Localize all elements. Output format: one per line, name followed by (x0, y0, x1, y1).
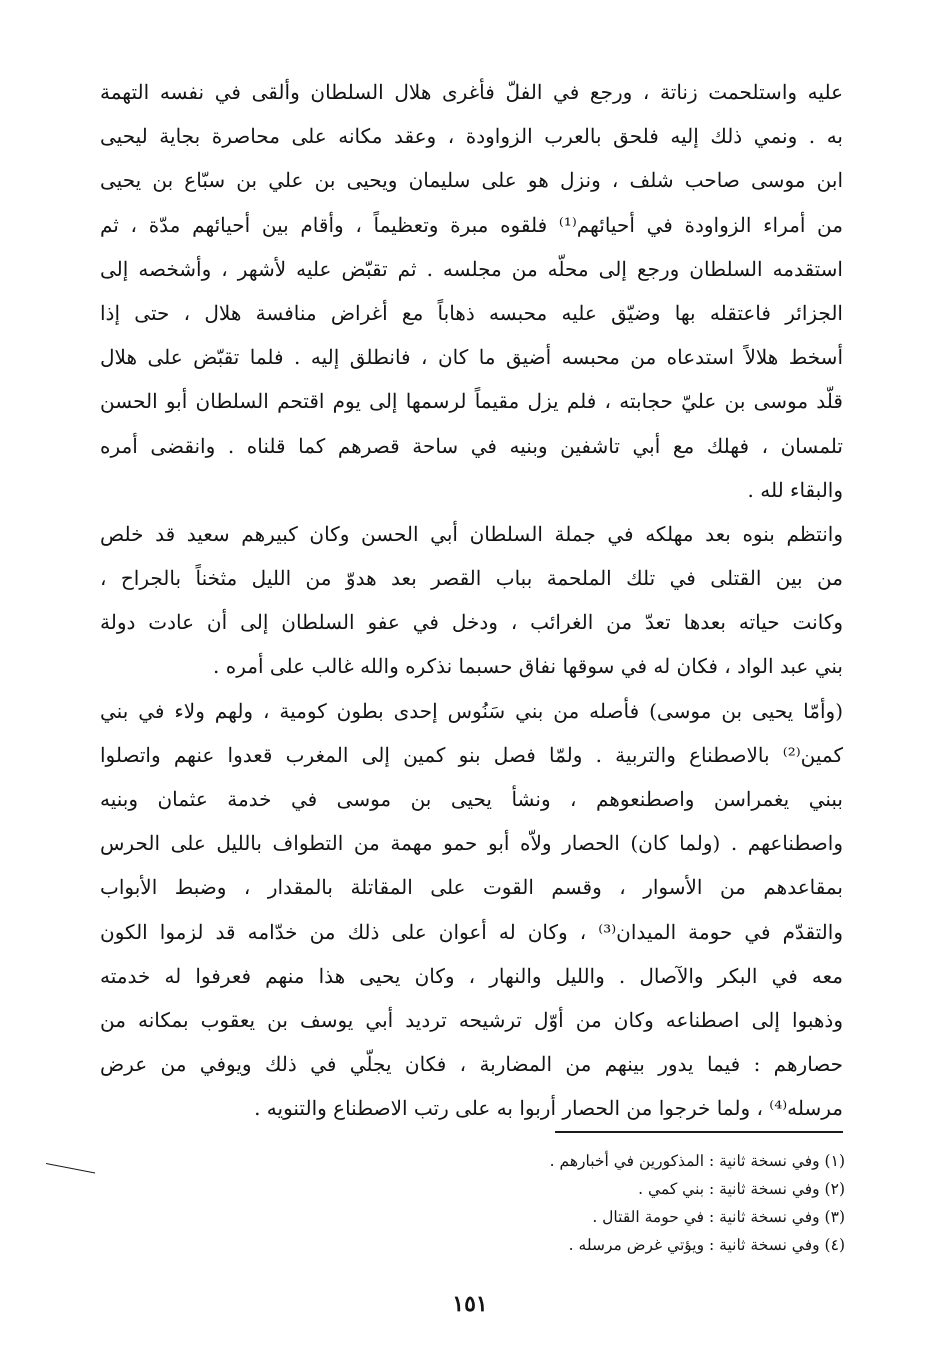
text-line: واصطناعهم . (ولما كان) الحصار ولاّه أبو حمو مهمة من التطواف بالليل على الحرس (100, 831, 843, 856)
text-line: استقدمه السلطان ورجع إلى محلّه من مجلسه . ثم تقبّض عليه لأشهر ، وأشخصه إلى (100, 256, 843, 281)
text-line: به . ونمي ذلك إليه فلحق بالعرب الزواودة ، وعقد مكانه على محاصرة بجاية ليحيى (100, 124, 843, 149)
body-text (100, 70, 843, 1131)
footnotes (300, 1147, 845, 1259)
text-line: (وأمّا يحيى بن موسى) فأصله من بني سَنُوس إحدى بطون كومية ، ولهم ولاء في بني (100, 698, 843, 723)
text-line: من أمراء الزواودة في أحيائهم⁽¹⁾ فلقوه مبرة وتعظيماً ، وأقام بين أحيائهم مدّة ، ثم (100, 212, 843, 237)
text-line: ابن موسى صاحب شلف ، ونزل هو على سليمان ويحيى بن علي بن سبّاع بن يحيى (100, 168, 843, 193)
text-line: تلمسان ، فهلك مع أبي تاشفين وبنيه في ساحة قصرهم كما قلناه . وانقضى أمره (100, 433, 843, 458)
text-line: وكانت حياته بعدها تعدّ من الغرائب ، ودخل في عفو السلطان إلى أن عادت دولة (100, 610, 843, 635)
text-line: معه في البكر والآصال . والليل والنهار ، وكان يحيى هذا منهم فعرفوا له خدمته (100, 963, 843, 988)
text-line: من بين القتلى في تلك الملحمة بباب القصر بعد هدوّ من الليل مثخناً بالجراح ، (100, 566, 843, 591)
footnote: (٤) وفي نسخة ثانية : ويؤتي غرض مرسله . (568, 1236, 845, 1254)
text-line: أسخط هلالاً استدعاه من محبسه أضيق ما كان ، فانطلق إليه . فلما تقبّض على هلال (100, 345, 843, 370)
text-line: بمقاعدهم من الأسوار ، وقسم القوت على المقاتلة بالمقدار ، وضبط الأبواب (100, 875, 843, 900)
text-line: والبقاء لله . (747, 477, 843, 502)
text-line: بني عبد الواد ، فكان له في سوقها نفاق حسبما نذكره والله غالب على أمره . (213, 654, 843, 679)
text-line: عليه واستلحمت زناتة ، ورجع في الفلّ فأغرى هلال السلطان وألقى في نفسه التهمة (100, 80, 843, 104)
text-line: وذهبوا إلى اصطناعه وكان من أوّل ترشيحه ترديد أبي يوسف بن يعقوب بمكانه من (100, 1007, 843, 1032)
margin-mark (46, 1163, 95, 1174)
text-line: مرسله⁽⁴⁾ ، ولما خرجوا من الحصار أربوا به على رتب الاصطناع والتنويه . (254, 1096, 843, 1121)
text-line: قلّد موسى بن عليّ حجابته ، فلم يزل مقيماً لرسمها إلى يوم اقتحم السلطان أبو الحسن (100, 389, 843, 414)
footnote: (٢) وفي نسخة ثانية : بني كمي . (638, 1180, 845, 1198)
text-line: وانتظم بنوه بعد مهلكه في جملة السلطان أبي الحسن وكان كبيرهم سعيد قد خلص (100, 521, 843, 546)
text-line: والتقدّم في حومة الميدان⁽³⁾ ، وكان له أعوان على ذلك من خدّامه قد لزموا الكون (100, 919, 843, 944)
page-number: ١٥١ (452, 1291, 488, 1317)
footnote-separator (555, 1131, 843, 1133)
footnote: (١) وفي نسخة ثانية : المذكورين في أخبارهم . (549, 1152, 845, 1170)
footnote: (٣) وفي نسخة ثانية : في حومة القتال . (592, 1208, 845, 1226)
text-line: حصارهم : فيما يدور بينهم من المضاربة ، فكان يجلّي في ذلك ويوفي من عرض (100, 1052, 843, 1077)
text-line: كمين⁽²⁾ بالاصطناع والتربية . ولمّا فصل بنو كمين إلى المغرب قعدوا عنهم واتصلوا (100, 742, 843, 767)
text-line: ببني يغمراسن واصطنعوهم ، ونشأ يحيى بن موسى في خدمة عثمان وبنيه (100, 787, 843, 811)
text-line: الجزائر فاعتقله بها وضيّق عليه محبسه ذهاباً مع أغراض منافسة هلال ، حتى إذا (100, 300, 843, 325)
